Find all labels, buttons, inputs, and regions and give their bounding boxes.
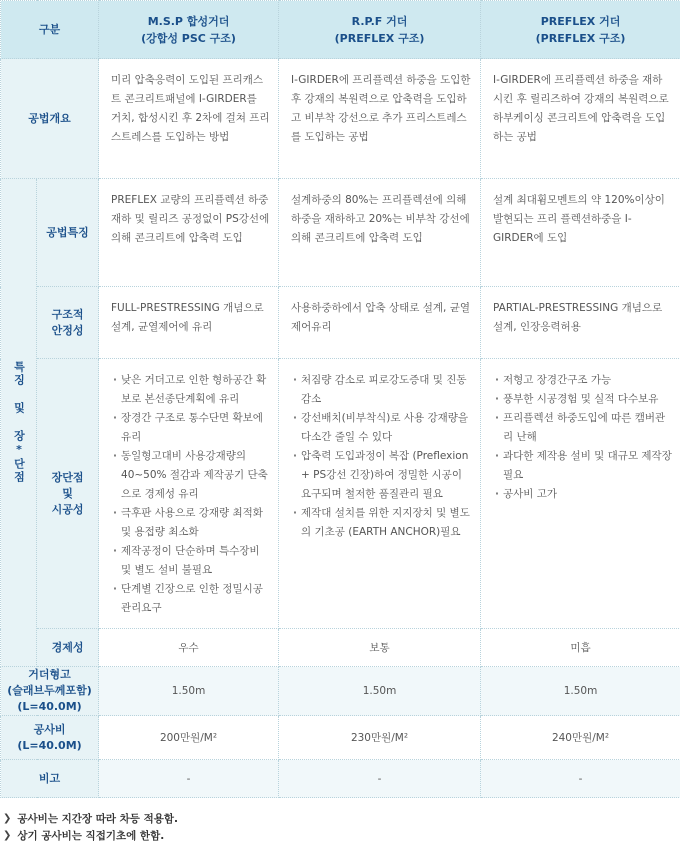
list-item: · 프리플렉션 하중도입에 따른 캠버관리 난해: [493, 409, 672, 447]
footnote-text: 상기 공사비는 직접기초에 한함.: [17, 828, 164, 843]
girder-height-label-line3: (L=40.0M): [1, 699, 98, 715]
features-label: 공법특징: [37, 179, 99, 287]
features-row: [1, 179, 680, 287]
proscons-label-line1: 장단점: [37, 470, 98, 486]
economy-preflex: 미흡: [481, 629, 680, 667]
cost-rpf: 230만원/M²: [279, 716, 481, 760]
girder-height-label-line2: (슬래브두께포함): [1, 683, 98, 699]
proscons-msp-list: [111, 371, 270, 618]
proscons-row: [1, 359, 680, 629]
economy-label: 경제성: [37, 629, 99, 667]
features-rpf: 설계하중의 80%는 프리플렉션에 의해 하중을 재하하고 20%는 비부착 강선에 의해 콘크리트에 압축력 도입: [279, 179, 481, 287]
remarks-preflex: -: [481, 760, 680, 798]
header-rpf: [279, 1, 481, 59]
cost-label: [1, 716, 99, 760]
economy-row: [1, 629, 680, 667]
proscons-label: [37, 359, 99, 629]
stability-preflex: PARTIAL-PRESTRESSING 개념으로 설계, 인장응력허용: [481, 287, 680, 359]
remarks-rpf: -: [279, 760, 481, 798]
overview-label: 공법개요: [1, 59, 99, 179]
header-rpf-subtitle: (PREFLEX 구조): [279, 30, 480, 47]
header-preflex-subtitle: (PREFLEX 구조): [481, 30, 680, 47]
cost-preflex: 240만원/M²: [481, 716, 680, 760]
proscons-rpf: [279, 359, 481, 629]
proscons-preflex-list: [493, 371, 672, 504]
proscons-label-line3: 시공성: [37, 502, 98, 518]
header-msp-title: M.S.P 합성거더: [99, 13, 278, 30]
header-preflex: [481, 1, 680, 59]
list-item: · 제작대 설치를 위한 지지장치 및 별도의 기초공 (EARTH ANCHOR)필요: [291, 504, 472, 542]
group-label: [1, 179, 37, 667]
list-item: · 단계별 긴장으로 인한 정밀시공 관리요구: [111, 580, 270, 618]
header-row: [1, 1, 680, 59]
list-item: · 제작공정이 단순하며 특수장비 및 별도 설비 불필요: [111, 542, 270, 580]
list-item: · 과다한 제작용 설비 및 대규모 제작장 필요: [493, 447, 672, 485]
stability-rpf: 사용하중하에서 압축 상태로 설계, 균열제어유리: [279, 287, 481, 359]
proscons-rpf-list: [291, 371, 472, 542]
overview-row: [1, 59, 680, 179]
remarks-msp: -: [99, 760, 279, 798]
proscons-preflex: [481, 359, 680, 629]
girder-height-rpf: 1.50m: [279, 667, 481, 716]
economy-rpf: 보통: [279, 629, 481, 667]
header-preflex-title: PREFLEX 거더: [481, 13, 680, 30]
header-category: 구분: [1, 1, 99, 59]
overview-preflex: I-GIRDER에 프리플렉션 하중을 재하시킨 후 릴리즈하여 강재의 복원력으로 하부케이싱 콘크리트에 압축력을 도입하는 공법: [481, 59, 680, 179]
list-item: · 압축력 도입과정이 복잡 (Preflexion + PS강선 긴장)하여 정밀한 시공이 요구되며 철저한 품질관리 필요: [291, 447, 472, 504]
stability-row: [1, 287, 680, 359]
stability-msp: FULL-PRESTRESSING 개념으로 설계, 균열제어에 유리: [99, 287, 279, 359]
group-label-text: 특징 및 장*단점: [11, 361, 27, 484]
footnotes: [0, 810, 680, 844]
chevron-right-icon: ❯: [3, 813, 11, 824]
footnote: [0, 810, 680, 827]
girder-height-msp: 1.50m: [99, 667, 279, 716]
overview-msp: 미리 압축응력이 도입된 프리캐스트 콘크리트패널에 I-GIRDER를 거치, 합성시킨 후 2차에 걸쳐 프리스트레스를 도입하는 방법: [99, 59, 279, 179]
cost-msp: 200만원/M²: [99, 716, 279, 760]
stability-label-line2: 안정성: [37, 323, 98, 339]
header-msp-subtitle: (강합성 PSC 구조): [99, 30, 278, 47]
list-item: · 저형고 장경간구조 가능: [493, 371, 672, 390]
girder-height-label: [1, 667, 99, 716]
list-item: · 극후판 사용으로 강재량 최적화 및 용접량 최소화: [111, 504, 270, 542]
proscons-label-line2: 및: [37, 486, 98, 502]
footnote-text: 공사비는 지간장 따라 차등 적용함.: [17, 811, 178, 826]
chevron-right-icon: ❯: [3, 830, 11, 841]
header-rpf-title: R.P.F 거더: [279, 13, 480, 30]
cost-label-line1: 공사비: [1, 722, 98, 738]
header-msp: [99, 1, 279, 59]
list-item: · 공사비 고가: [493, 485, 672, 504]
proscons-msp: [99, 359, 279, 629]
cost-row: [1, 716, 680, 760]
remarks-row: [1, 760, 680, 798]
features-preflex: 설계 최대휨모멘트의 약 120%이상이 발현되는 프리 플렉션하중을 I-GIRDER에 도입: [481, 179, 680, 287]
list-item: · 장경간 구조로 통수단면 확보에 유리: [111, 409, 270, 447]
stability-label: [37, 287, 99, 359]
girder-height-preflex: 1.50m: [481, 667, 680, 716]
girder-height-label-line1: 거더형고: [1, 667, 98, 683]
features-msp: PREFLEX 교량의 프리플렉션 하중재하 및 릴리즈 공정없이 PS강선에 의해 콘크리트에 압축력 도입: [99, 179, 279, 287]
overview-rpf: I-GIRDER에 프리플렉션 하중을 도입한 후 강재의 복원력으로 압축력을 도입하고 비부착 강선으로 추가 프리스트레스를 도입하는 공법: [279, 59, 481, 179]
stability-label-line1: 구조적: [37, 307, 98, 323]
list-item: · 풍부한 시공경험 및 실적 다수보유: [493, 390, 672, 409]
list-item: · 처짐량 감소로 피로강도증대 및 진동감소: [291, 371, 472, 409]
economy-msp: 우수: [99, 629, 279, 667]
cost-label-line2: (L=40.0M): [1, 738, 98, 754]
list-item: · 동일형고대비 사용강재량의 40~50% 절감과 제작공기 단축으로 경제성 유리: [111, 447, 270, 504]
list-item: · 낮은 거더고로 인한 형하공간 확보로 본선종단계획에 유리: [111, 371, 270, 409]
list-item: · 강선배치(비부착식)로 사용 강재량을 다소간 줄일 수 있다: [291, 409, 472, 447]
girder-height-row: [1, 667, 680, 716]
remarks-label: 비고: [1, 760, 99, 798]
